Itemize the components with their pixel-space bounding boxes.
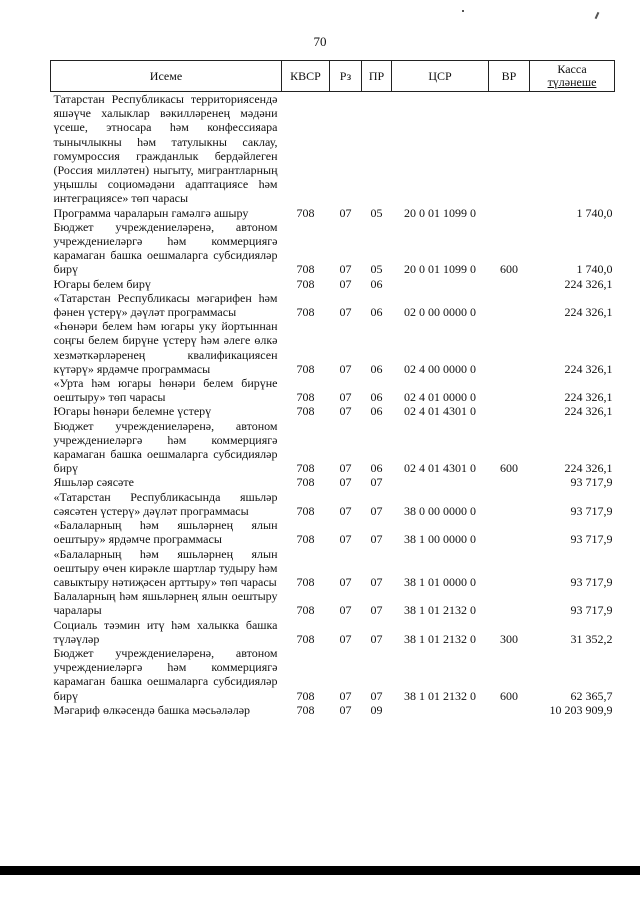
cell-kvsr: 708 <box>296 262 315 277</box>
cell-rz: 07 <box>339 390 352 405</box>
cell-kassa: 224 326,1 <box>564 305 613 320</box>
cell-vr: 600 <box>500 461 518 476</box>
cell-pr: 06 <box>370 390 383 405</box>
cell-pr: 06 <box>370 461 383 476</box>
cell-vr: 300 <box>500 631 518 646</box>
cell-kassa: 93 717,9 <box>570 475 613 490</box>
cell-name: Яшьләр сәясәте <box>53 475 134 490</box>
cell-csr: 02 4 01 0000 0 <box>404 390 476 405</box>
cell-pr: 07 <box>370 475 383 490</box>
cell-rz: 07 <box>339 361 352 376</box>
cell-kvsr: 708 <box>296 390 315 405</box>
cell-rz: 07 <box>339 404 352 419</box>
cell-pr: 07 <box>370 532 383 547</box>
table-row <box>51 92 615 206</box>
cell-rz: 07 <box>339 205 352 220</box>
cell-pr: 06 <box>370 276 383 291</box>
cell-rz: 07 <box>339 574 352 589</box>
cell-pr: 06 <box>370 404 383 419</box>
cell-vr <box>489 206 530 220</box>
cell-kvsr: 708 <box>296 702 315 717</box>
cell-csr: 20 0 01 1099 0 <box>404 205 476 220</box>
cell-name: Балаларның һәм яшьләрнең ялын оештыру чаралары <box>53 589 278 618</box>
cell-rz <box>330 92 362 206</box>
table-row <box>51 277 615 291</box>
header-csr: ЦСР <box>392 61 489 92</box>
cell-csr <box>392 703 489 717</box>
cell-name: Югары һөнәри белемне үстерү <box>53 404 212 419</box>
cell-name: «Һөнәри белем һәм югары уку йортыннан соңгы белем бирүне үстерү һәм әлеге өлкә хезмәткәрләренең квалификациясен күтәрү» ярдәмче программасы <box>53 319 278 376</box>
cell-vr <box>489 404 530 418</box>
cell-name: Югары белем бирү <box>53 276 151 291</box>
cell-kassa: 224 326,1 <box>564 390 613 405</box>
cell-kassa: 1 740,0 <box>576 262 613 277</box>
cell-kassa: 93 717,9 <box>570 574 613 589</box>
table-row <box>51 646 615 703</box>
cell-csr: 38 0 00 0000 0 <box>404 503 476 518</box>
cell-pr: 07 <box>370 503 383 518</box>
cell-kassa <box>530 92 615 206</box>
cell-rz: 07 <box>339 276 352 291</box>
budget-table <box>50 60 615 717</box>
cell-kassa: 224 326,1 <box>564 276 613 291</box>
cell-kassa: 10 203 909,9 <box>549 702 613 717</box>
cell-kassa: 62 365,7 <box>570 688 613 703</box>
cell-name: «Татарстан Республикасында яшьләр сәясәтен үстерү» дәүләт программасы <box>53 489 278 518</box>
table-row <box>51 589 615 617</box>
cell-kvsr: 708 <box>296 503 315 518</box>
cell-pr: 07 <box>370 603 383 618</box>
cell-kvsr <box>282 92 330 206</box>
cell-name: Программа чараларын гамәлгә ашыру <box>53 205 249 220</box>
table-header <box>51 61 615 92</box>
cell-csr: 02 4 00 0000 0 <box>404 361 476 376</box>
cell-kvsr: 708 <box>296 688 315 703</box>
table-row <box>51 220 615 277</box>
cell-kassa: 93 717,9 <box>570 532 613 547</box>
table-row <box>51 206 615 220</box>
table-row <box>51 291 615 319</box>
table-row <box>51 518 615 546</box>
cell-kassa: 93 717,9 <box>570 503 613 518</box>
cell-csr: 38 1 00 0000 0 <box>404 532 476 547</box>
cell-csr: 02 4 01 4301 0 <box>404 404 476 419</box>
cell-rz: 07 <box>339 503 352 518</box>
cell-kassa: 224 326,1 <box>564 461 613 476</box>
header-vr: ВР <box>489 61 530 92</box>
header-kassa-line1: Касса <box>557 62 587 76</box>
cell-vr <box>489 490 530 518</box>
cell-kassa: 1 740,0 <box>576 205 613 220</box>
header-kvsr: КВСР <box>282 61 330 92</box>
cell-vr <box>489 589 530 617</box>
cell-pr <box>362 92 392 206</box>
header-kassa <box>530 61 615 92</box>
cell-pr: 05 <box>370 205 383 220</box>
cell-name: «Балаларның һәм яшьләрнең ялын оештыру өчен кирәкле шартлар тудыру һәм савыктыру нәтиҗәсен арттыру» төп чарасы <box>53 546 278 589</box>
table-row <box>51 547 615 590</box>
cell-kvsr: 708 <box>296 305 315 320</box>
cell-vr <box>489 475 530 489</box>
cell-kvsr: 708 <box>296 276 315 291</box>
cell-kassa: 93 717,9 <box>570 603 613 618</box>
cell-rz: 07 <box>339 461 352 476</box>
cell-name: «Татарстан Республикасы мәгарифен һәм фәнен үстерү» дәүләт программасы <box>53 290 278 320</box>
cell-rz: 07 <box>339 305 352 320</box>
cell-rz: 07 <box>339 688 352 703</box>
cell-pr: 07 <box>370 574 383 589</box>
cell-kvsr: 708 <box>296 461 315 476</box>
scan-tick <box>595 12 600 19</box>
table-row <box>51 419 615 476</box>
cell-vr <box>489 319 530 376</box>
cell-kvsr: 708 <box>296 603 315 618</box>
cell-pr: 09 <box>370 702 383 717</box>
cell-csr: 38 1 01 2132 0 <box>404 688 476 703</box>
cell-vr <box>489 703 530 717</box>
scan-bottom-edge <box>0 866 640 875</box>
cell-name: «Урта һәм югары һөнәри белем бирүне оештыру» төп чарасы <box>53 376 278 405</box>
cell-kassa: 31 352,2 <box>570 631 613 646</box>
cell-name: «Балаларның һәм яшьләрнең ялын оештыру» ярдәмче программасы <box>53 518 278 547</box>
cell-vr <box>489 291 530 319</box>
header-name: Исеме <box>51 61 282 92</box>
cell-name: Бюджет учреждениеләренә, автоном учреждениеләргә һәм коммерциягә карамаган башка оешмаларга субсидияләр бирү <box>53 219 278 277</box>
cell-vr <box>489 376 530 404</box>
table-row <box>51 703 615 717</box>
cell-kvsr: 708 <box>296 205 315 220</box>
cell-csr: 38 1 01 0000 0 <box>404 574 476 589</box>
cell-name: Татарстан Республикасы территориясендә яшәүче халыклар вәкилләренең мәдәни үсеше, этносара һәм конфессияара тынычлыкны һәм татулыкны саклау, гомумроссия гражданлык бердәйлеген (Россия милләтен) ныгыту, мигрантларның уңышлы социомәдәни адаптациясе һәм интеграциясе» төп чарасы <box>53 92 278 206</box>
cell-vr <box>489 518 530 546</box>
cell-csr: 20 0 01 1099 0 <box>404 262 476 277</box>
cell-csr <box>392 277 489 291</box>
cell-name: Социаль тәэмин итү һәм халыкка башка түләүләр <box>53 617 278 646</box>
cell-csr: 02 4 01 4301 0 <box>404 461 476 476</box>
cell-rz: 07 <box>339 475 352 490</box>
cell-kassa: 224 326,1 <box>564 361 613 376</box>
table-body <box>51 92 615 717</box>
cell-vr: 600 <box>500 688 518 703</box>
cell-csr: 38 1 01 2132 0 <box>404 631 476 646</box>
cell-kassa: 224 326,1 <box>564 404 613 419</box>
cell-vr <box>489 92 530 206</box>
cell-csr <box>392 92 489 206</box>
scan-mark <box>462 10 464 12</box>
table-row <box>51 475 615 489</box>
cell-kvsr: 708 <box>296 532 315 547</box>
cell-rz: 07 <box>339 603 352 618</box>
cell-rz: 07 <box>339 262 352 277</box>
cell-pr: 06 <box>370 361 383 376</box>
cell-pr: 06 <box>370 305 383 320</box>
cell-rz: 07 <box>339 702 352 717</box>
table-row <box>51 404 615 418</box>
table-row <box>51 618 615 646</box>
cell-kvsr: 708 <box>296 404 315 419</box>
table-row <box>51 319 615 376</box>
header-rz: Рз <box>330 61 362 92</box>
header-pr: ПР <box>362 61 392 92</box>
cell-vr <box>489 277 530 291</box>
cell-vr: 600 <box>500 262 518 277</box>
table-row <box>51 376 615 404</box>
cell-vr <box>489 547 530 590</box>
cell-name: Бюджет учреждениеләренә, автоном учреждениеләргә һәм коммерциягә карамаган башка оешмаларга субсидияләр бирү <box>53 645 278 703</box>
cell-pr: 07 <box>370 688 383 703</box>
cell-pr: 07 <box>370 631 383 646</box>
cell-kvsr: 708 <box>296 574 315 589</box>
page-number: 70 <box>313 34 327 49</box>
cell-name: Бюджет учреждениеләренә, автоном учреждениеләргә һәм коммерциягә карамаган башка оешмаларга субсидияләр бирү <box>53 418 278 476</box>
cell-csr: 38 1 01 2132 0 <box>404 603 476 618</box>
cell-name: Мәгариф өлкәсендә башка мәсьәләләр <box>53 702 251 717</box>
cell-rz: 07 <box>339 631 352 646</box>
cell-pr: 05 <box>370 262 383 277</box>
cell-kvsr: 708 <box>296 631 315 646</box>
cell-csr: 02 0 00 0000 0 <box>404 305 476 320</box>
cell-kvsr: 708 <box>296 361 315 376</box>
cell-kvsr: 708 <box>296 475 315 490</box>
cell-csr <box>392 475 489 489</box>
table-row <box>51 490 615 518</box>
header-kassa-line2: түләнеше <box>547 75 597 89</box>
cell-rz: 07 <box>339 532 352 547</box>
